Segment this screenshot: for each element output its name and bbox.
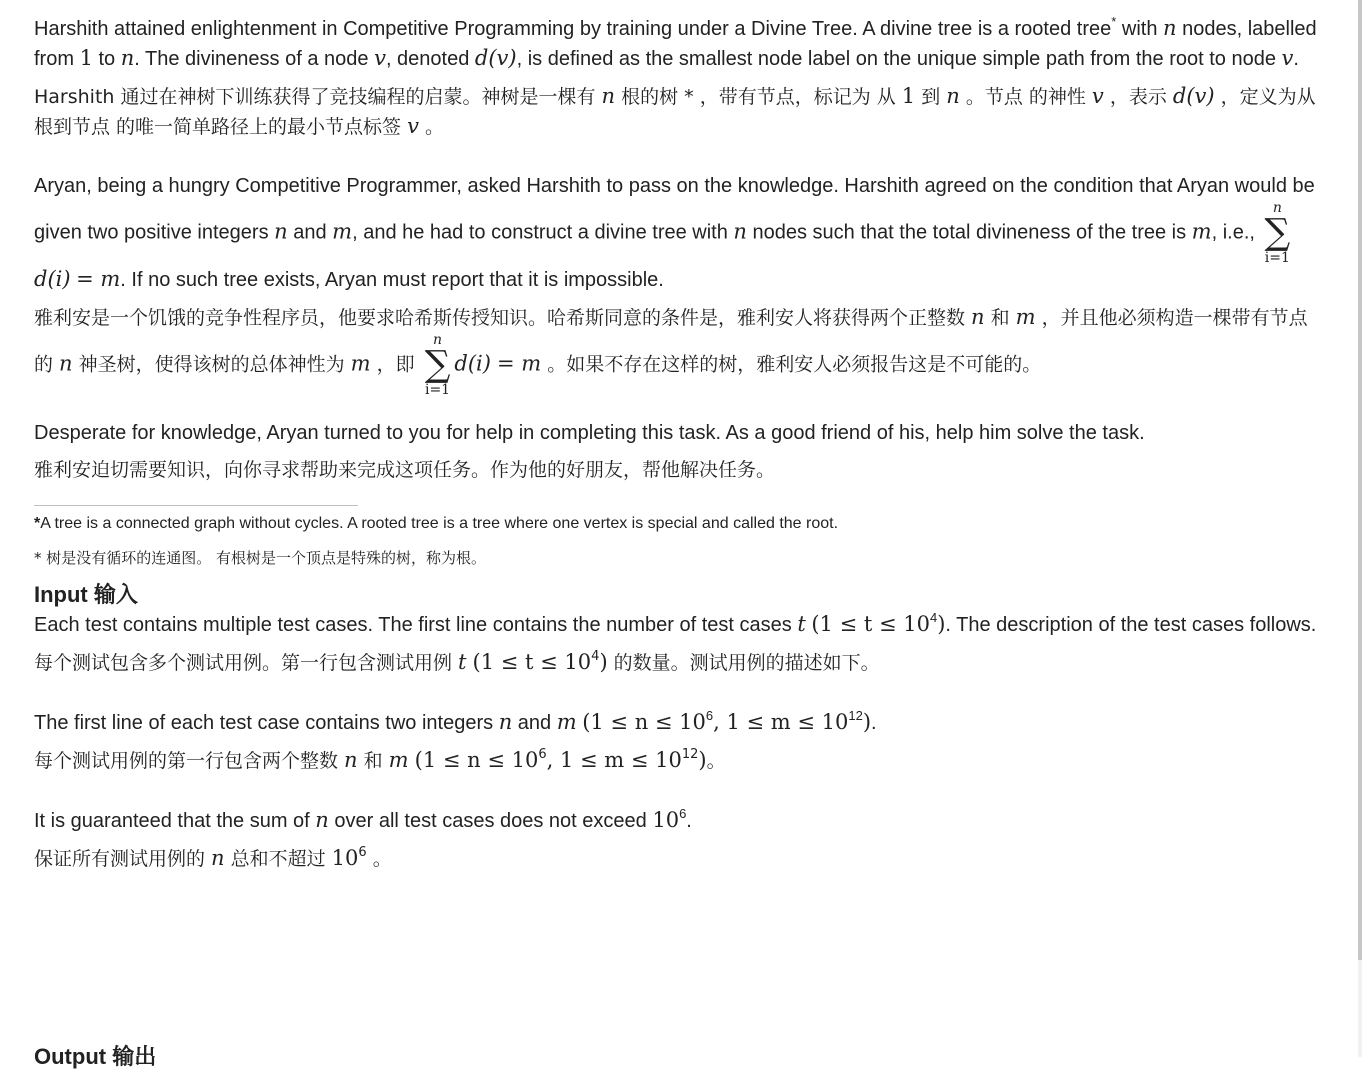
input-line1-en: Each test contains multiple test cases. The first line contains the number of test cases t $(1 \le t \le 10^4)$. The description of the test cases follows. [34, 610, 1317, 636]
task-paragraph-zh: 雅利安是一个饥饿的竞争性程序员，他要求哈希斯传授知识。哈希斯同意的条件是，雅利安人将获得两个正整数 n 和 m ，并且他必须构造一棵带有节点的 n 神圣树，使得该树的总体神性为 m ，即 n ∑ i=1 d(i) = m 。如果不存在这样的树，雅利安人必须报告这是不可能的。 [34, 305, 1308, 398]
footnote-divider [34, 505, 358, 506]
footnote-en: *A tree is a connected graph without cycles. A rooted tree is a tree where one vertex is special and called the root. [34, 515, 839, 532]
input-line2-zh: 每个测试用例的第一行包含两个整数 n 和 m ($1 \le n \le 10^6$, $1 \le m \le 10^{12}$)。 [34, 747, 726, 772]
input-line3-en: It is guaranteed that the sum of n over all test cases does not exceed $10^6$. [34, 806, 692, 832]
footnote-ref[interactable]: * [1111, 14, 1117, 29]
help-paragraph-zh: 雅利安迫切需要知识，向你寻求帮助来完成这项任务。作为他的好朋友，帮他解决任务。 [34, 459, 776, 481]
legend-paragraph-en: Harshith attained enlightenment in Competitive Programming by training under a Divine Tree. A divine tree is a rooted tree* with n nodes, labelled from 1 to n. The divineness of a node v, denoted d(v), is defined as the smallest node label on the unique simple path from the root to node v. [34, 14, 1317, 70]
legend-paragraph-zh: Harshith 通过在神树下训练获得了竞技编程的启蒙。神树是一棵有 n 根的树 * ，带有节点，标记为 从 1 到 n 。节点 的神性 v ，表示 d(v) ，定义为从根到节点 的唯一简单路径上的最小节点标签 v 。 [34, 84, 1316, 138]
scrollbar-thumb[interactable] [1358, 0, 1362, 960]
problem-statement [34, 14, 1324, 882]
help-paragraph-en: Desperate for knowledge, Aryan turned to you for help in completing this task. As a good friend of his, help him solve the task. [34, 422, 1145, 444]
summation-symbol: n ∑ i=1 [1264, 200, 1291, 266]
footnote-zh: * 树是没有循环的连通图。 有根树是一个顶点是特殊的树，称为根。 [34, 549, 487, 567]
input-line1-zh: 每个测试包含多个测试用例。第一行包含测试用例 t $(1 \le t \le 10^4)$ 的数量。测试用例的描述如下。 [34, 649, 880, 674]
output-heading-cut: Output 输出 [34, 1044, 157, 1069]
summation-symbol-zh: n ∑ i=1 [424, 332, 451, 398]
input-heading: Input 输入 [34, 582, 138, 607]
task-paragraph-en: Aryan, being a hungry Competitive Programmer, asked Harshith to pass on the knowledge. Harshith agreed on the condition that Aryan would be given two positive integers n and m, and he had to construct a divine tree with n nodes such that the total divineness of the tree is m, i.e., n ∑ i=1 d(i) = m. If no such tree exists, Aryan must report that it is impossible. [34, 175, 1315, 291]
input-line2-en: The first line of each test case contains two integers n and m ($1 \le n \le 10^6$, $1 \le m \le 10^{12}$). [34, 708, 877, 734]
input-line3-zh: 保证所有测试用例的 n 总和不超过 $10^6$ 。 [34, 845, 392, 870]
